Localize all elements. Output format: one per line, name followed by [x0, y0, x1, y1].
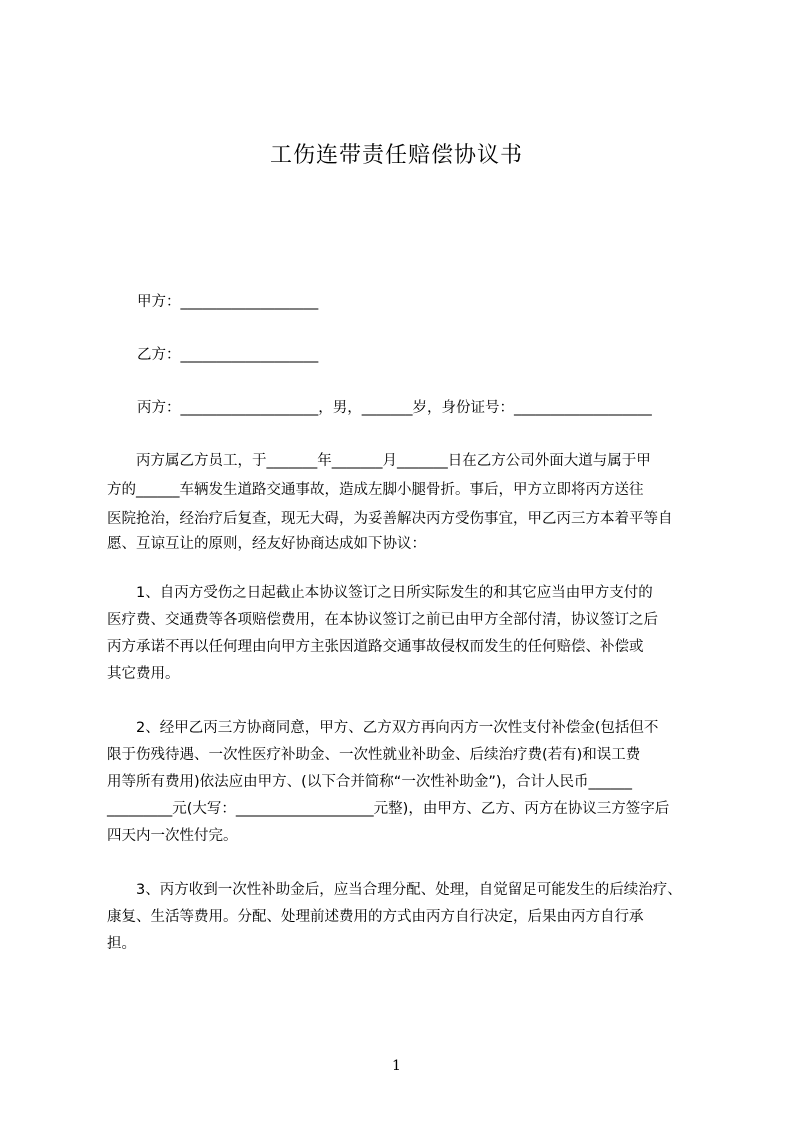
- clause-3-line: 担。: [107, 936, 136, 952]
- clause-3-line: 3、丙方收到一次性补助金后，应当合理分配、处理，自觉留足可能发生的后续治疗、: [107, 882, 682, 898]
- clause-1-line: 医疗费、交通费等各项赔偿费用，在本协议签订之前已由甲方全部付清，协议签订之后: [107, 612, 658, 628]
- clause-1-line: 1、自丙方受伤之日起截止本协议签订之日所实际发生的和其它应当由甲方支付的: [107, 585, 653, 601]
- clause-2-line: 限于伤残待遇、一次性医疗补助金、一次性就业补助金、后续治疗费(若有)和误工费: [107, 747, 641, 763]
- intro-line: 丙方属乙方员工，于_______年_______月_______日在乙方公司外面大道与属于甲: [107, 453, 651, 469]
- clause-3-line: 康复、生活等费用。分配、处理前述费用的方式由丙方自行决定，后果由丙方自行承: [107, 909, 644, 925]
- intro-line: 愿、互谅互让的原则，经友好协商达成如下协议：: [107, 536, 426, 552]
- page-number: 1: [392, 1058, 401, 1074]
- clause-1-line: 其它费用。: [107, 666, 180, 682]
- intro-line: 方的______车辆发生道路交通事故，造成左脚小腿骨折。事后，甲方立即将丙方送往: [107, 482, 644, 498]
- clause-2-line: 用等所有费用)依法应由甲方、(以下合并简称“一次性补助金”)，合计人民币______: [107, 774, 632, 790]
- clause-2-line: _________元(大写：___________________元整)，由甲方、乙方、丙方在协议三方签字后: [107, 801, 670, 817]
- party-a-line: 甲方：___________________: [137, 294, 319, 310]
- document-title: 工伤连带责任赔偿协议书: [269, 143, 523, 168]
- party-c-line: 丙方：___________________，男，_______岁，身份证号：___________________: [137, 400, 652, 416]
- clause-1-line: 丙方承诺不再以任何理由向甲方主张因道路交通事故侵权而发生的任何赔偿、补偿或: [107, 639, 644, 655]
- intro-line: 医院抢治，经治疗后复查，现无大碍，为妥善解决丙方受伤事宜，甲乙丙三方本着平等自: [107, 511, 673, 527]
- clause-2-line: 2、经甲乙丙三方协商同意，甲方、乙方双方再向丙方一次性支付补偿金(包括但不: [107, 720, 659, 736]
- party-b-line: 乙方：___________________: [137, 347, 319, 363]
- clause-2-line: 四天内一次性付完。: [107, 828, 238, 844]
